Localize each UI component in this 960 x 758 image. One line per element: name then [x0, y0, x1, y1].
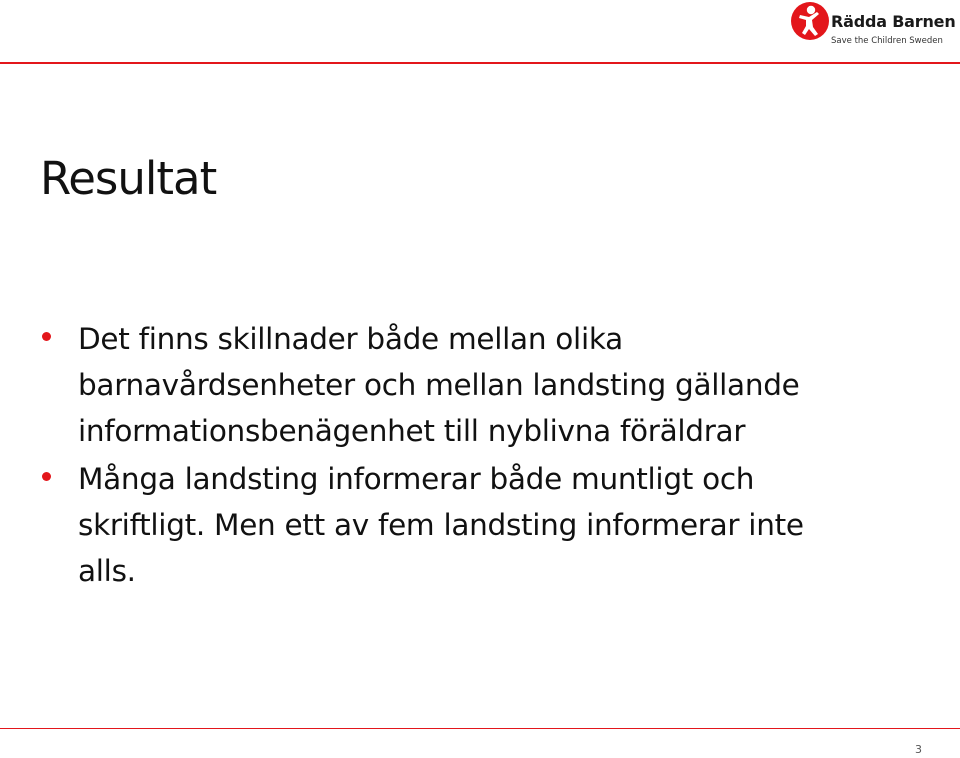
bullet-line: alls.	[78, 554, 136, 588]
bullet-item	[38, 316, 938, 454]
bullet-dot-icon	[42, 332, 51, 341]
bullet-line: barnavårdsenheter och mellan landsting gällande	[78, 368, 800, 402]
bullet-item	[38, 456, 938, 594]
bullet-line: Många landsting informerar både muntligt och	[78, 462, 755, 496]
bullet-line: skriftligt. Men ett av fem landsting informerar inte	[78, 508, 804, 542]
footer-rule	[0, 728, 960, 729]
child-figure-icon	[790, 1, 830, 41]
logo-name: Rädda Barnen	[831, 12, 956, 31]
header-rule	[0, 62, 960, 64]
bullet-list	[38, 316, 938, 594]
bullet-line: informationsbenägenhet till nyblivna föräldrar	[78, 414, 746, 448]
logo-tagline: Save the Children Sweden	[831, 36, 943, 46]
slide-title: Resultat	[40, 152, 217, 205]
page-number: 3	[915, 743, 922, 756]
logo	[786, 0, 954, 52]
bullet-dot-icon	[42, 472, 51, 481]
bullet-line: Det finns skillnader både mellan olika	[78, 322, 623, 356]
